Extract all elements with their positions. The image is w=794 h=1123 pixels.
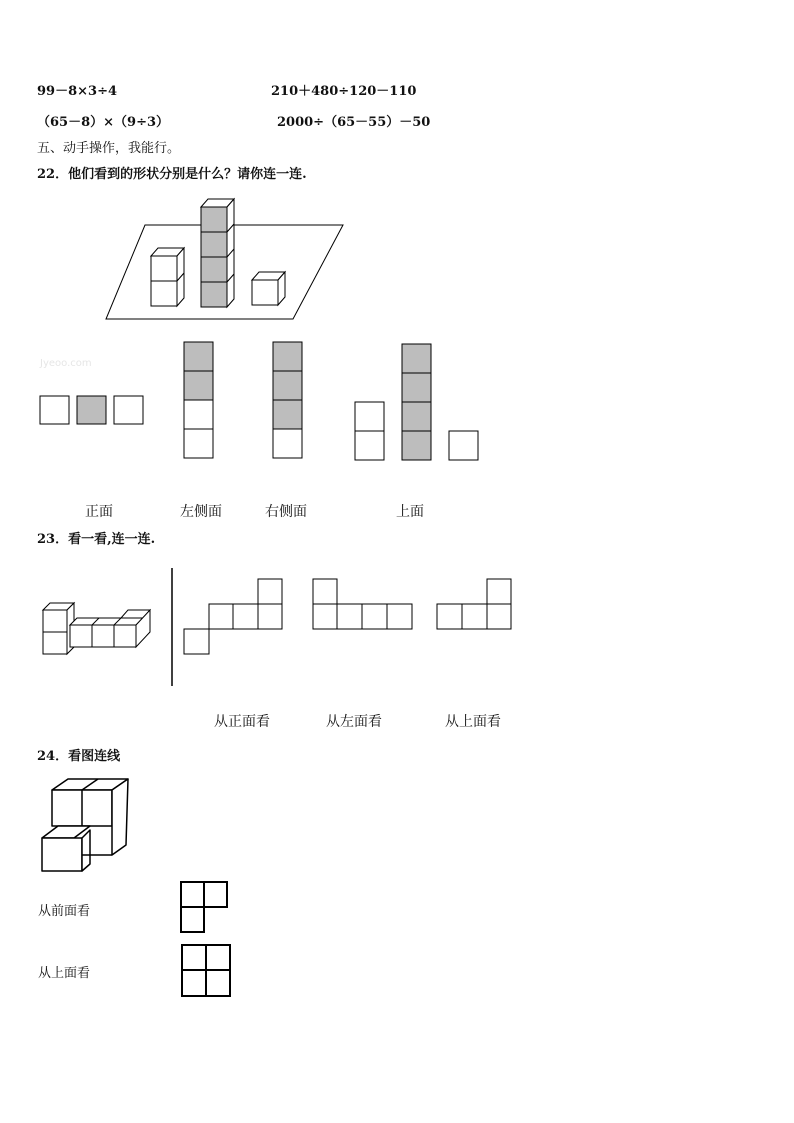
label-from-front: 从正面看 — [214, 714, 270, 730]
q24-title: 24．看图连线 — [37, 749, 121, 764]
label-from-front-24: 从前面看 — [38, 904, 91, 919]
expression-2: 210＋480÷120－110 — [271, 84, 417, 99]
expression-3: （65－8）×（9÷3） — [37, 115, 170, 130]
q22-title: 22．他们看到的形状分别是什么？请你连一连. — [37, 167, 307, 182]
expression-1: 99－8×3÷4 — [37, 84, 118, 99]
label-top: 上面 — [396, 504, 424, 520]
label-from-top: 从上面看 — [445, 714, 501, 730]
expression-4: 2000÷（65－55）－50 — [277, 115, 431, 130]
q23-title: 23．看一看,连一连. — [37, 532, 156, 547]
label-from-left: 从左面看 — [326, 714, 382, 730]
watermark: Jyeoo.com — [40, 358, 92, 369]
label-front: 正面 — [85, 504, 113, 520]
label-left-side: 左侧面 — [180, 504, 222, 520]
label-right-side: 右侧面 — [265, 504, 307, 520]
section-5-heading: 五、动手操作，我能行。 — [37, 141, 181, 156]
label-from-top-24: 从上面看 — [38, 966, 91, 981]
